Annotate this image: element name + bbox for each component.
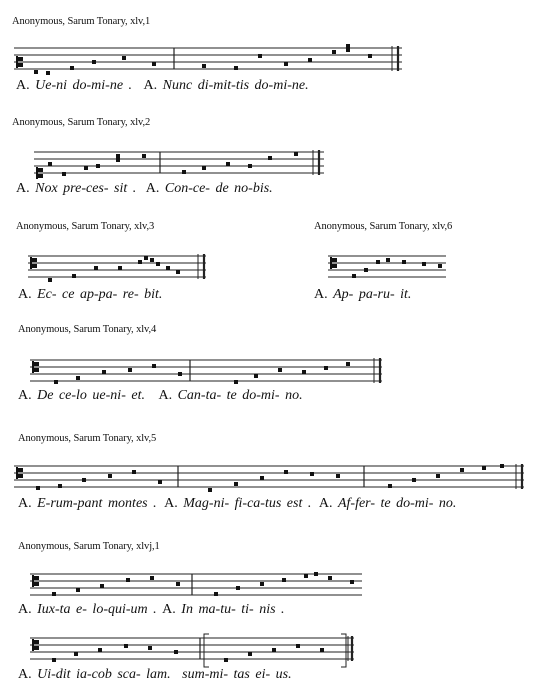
example-caption: Anonymous, Sarum Tonary, xlv,5 bbox=[18, 433, 157, 444]
neume-note bbox=[248, 164, 252, 168]
neume-note bbox=[304, 574, 308, 578]
neume-note bbox=[150, 576, 154, 580]
example-caption: Anonymous, Sarum Tonary, xlv,1 bbox=[12, 16, 151, 27]
neume-note bbox=[72, 274, 76, 278]
music-staff bbox=[34, 148, 324, 180]
neume-note bbox=[208, 488, 212, 492]
antiphon-mark: A. bbox=[18, 388, 32, 403]
antiphon-mark: A. bbox=[18, 287, 32, 302]
neume-note bbox=[332, 50, 336, 54]
lyric-text: sum-mi- tas ei- us. bbox=[182, 667, 292, 682]
neume-note bbox=[142, 154, 146, 158]
neume-note bbox=[94, 266, 98, 270]
neume-note bbox=[268, 156, 272, 160]
neume-note bbox=[260, 582, 264, 586]
example-caption: Anonymous, Sarum Tonary, xlv,2 bbox=[12, 117, 151, 128]
antiphon-mark: A. bbox=[143, 78, 158, 93]
neume-note bbox=[278, 368, 282, 372]
neume-note bbox=[352, 274, 356, 278]
neume-note bbox=[98, 648, 102, 652]
neume-note bbox=[108, 474, 112, 478]
neume-note bbox=[482, 466, 486, 470]
neume-note bbox=[346, 362, 350, 366]
music-staff bbox=[14, 44, 404, 76]
antiphon-mark: A. bbox=[16, 181, 30, 196]
neume-note bbox=[202, 166, 206, 170]
neume-note bbox=[52, 592, 56, 596]
neume-note bbox=[102, 370, 106, 374]
lyric-text: Af-fer- te do-mi- no. bbox=[337, 496, 457, 511]
neume-note bbox=[84, 166, 88, 170]
neume-note bbox=[150, 258, 154, 262]
lyric-text: Nunc di-mit-tis do-mi-ne. bbox=[162, 78, 309, 93]
neume-note bbox=[76, 588, 80, 592]
neume-note bbox=[202, 64, 206, 68]
antiphon-mark: A. bbox=[318, 496, 333, 511]
neume-note bbox=[74, 652, 78, 656]
neume-note bbox=[178, 372, 182, 376]
lyric-line bbox=[18, 496, 456, 512]
lyric-text: E-rum-pant montes . bbox=[37, 496, 157, 511]
antiphon-mark: A. bbox=[145, 181, 160, 196]
lyric-line bbox=[314, 287, 411, 303]
neume-note bbox=[82, 478, 86, 482]
neume-note bbox=[346, 44, 350, 48]
neume-note bbox=[368, 54, 372, 58]
neume-note bbox=[124, 644, 128, 648]
neume-note bbox=[376, 260, 380, 264]
antiphon-mark: A. bbox=[164, 496, 178, 511]
neume-note bbox=[36, 486, 40, 490]
neume-note bbox=[320, 648, 324, 652]
lyric-text: Ue-ni do-mi-ne . bbox=[35, 78, 133, 93]
neume-note bbox=[422, 262, 426, 266]
lyric-text: Iux-ta e- lo-qui-um . bbox=[37, 602, 157, 617]
neume-note bbox=[460, 468, 464, 472]
neume-note bbox=[100, 584, 104, 588]
neume-note bbox=[346, 48, 350, 52]
lyric-text: Can-ta- te do-mi- no. bbox=[177, 388, 303, 403]
neume-note bbox=[388, 484, 392, 488]
neume-note bbox=[324, 366, 328, 370]
music-staff bbox=[28, 252, 208, 282]
music-staff bbox=[328, 252, 448, 282]
neume-note bbox=[52, 658, 56, 662]
neume-note bbox=[402, 260, 406, 264]
neume-note bbox=[128, 368, 132, 372]
neume-note bbox=[364, 268, 368, 272]
lyric-text: Ap- pa-ru- it. bbox=[333, 287, 412, 302]
antiphon-mark: A. bbox=[18, 496, 32, 511]
neume-note bbox=[336, 474, 340, 478]
lyric-line bbox=[18, 388, 303, 404]
antiphon-mark: A. bbox=[18, 667, 32, 682]
neume-note bbox=[126, 578, 130, 582]
neume-note bbox=[308, 58, 312, 62]
neume-note bbox=[158, 480, 162, 484]
neume-note bbox=[176, 270, 180, 274]
neume-note bbox=[48, 278, 52, 282]
neume-note bbox=[116, 158, 120, 162]
neume-note bbox=[176, 582, 180, 586]
neume-note bbox=[152, 62, 156, 66]
neume-note bbox=[152, 364, 156, 368]
neume-note bbox=[48, 162, 52, 166]
example-caption: Anonymous, Sarum Tonary, xlv,4 bbox=[18, 324, 157, 335]
neume-note bbox=[156, 262, 160, 266]
neume-note bbox=[310, 472, 314, 476]
neume-note bbox=[234, 482, 238, 486]
neume-note bbox=[214, 592, 218, 596]
neume-note bbox=[328, 576, 332, 580]
lyric-line bbox=[18, 667, 292, 683]
lyric-text: Con-ce- de no-bis. bbox=[164, 181, 273, 196]
neume-note bbox=[284, 470, 288, 474]
lyric-line bbox=[16, 78, 309, 94]
neume-note bbox=[282, 578, 286, 582]
neume-note bbox=[174, 650, 178, 654]
neume-note bbox=[92, 60, 96, 64]
neume-note bbox=[76, 376, 80, 380]
neume-note bbox=[436, 474, 440, 478]
neume-note bbox=[234, 66, 238, 70]
neume-note bbox=[166, 266, 170, 270]
neume-note bbox=[254, 374, 258, 378]
antiphon-mark: A. bbox=[16, 78, 30, 93]
lyric-text: De ce-lo ue-ni- et. bbox=[37, 388, 145, 403]
example-caption: Anonymous, Sarum Tonary, xlvj,1 bbox=[18, 541, 160, 552]
example-caption: Anonymous, Sarum Tonary, xlv,3 bbox=[16, 221, 155, 232]
neume-note bbox=[138, 260, 142, 264]
music-staff bbox=[30, 634, 356, 664]
neume-note bbox=[294, 152, 298, 156]
neume-note bbox=[296, 644, 300, 648]
music-staff bbox=[30, 356, 386, 386]
lyric-line bbox=[18, 287, 162, 303]
lyric-text: Ec- ce ap-pa- re- bit. bbox=[37, 287, 163, 302]
neume-note bbox=[132, 470, 136, 474]
neume-note bbox=[438, 264, 442, 268]
lyric-line bbox=[16, 181, 273, 197]
neume-note bbox=[284, 62, 288, 66]
neume-note bbox=[182, 170, 186, 174]
lyric-text: Nox pre-ces- sit . bbox=[35, 181, 137, 196]
neume-note bbox=[226, 162, 230, 166]
neume-note bbox=[122, 56, 126, 60]
neume-note bbox=[144, 256, 148, 260]
music-staff bbox=[14, 462, 526, 494]
neume-note bbox=[236, 586, 240, 590]
neume-note bbox=[412, 478, 416, 482]
antiphon-mark: A. bbox=[314, 287, 328, 302]
lyric-line bbox=[18, 602, 285, 618]
neume-note bbox=[248, 652, 252, 656]
neume-note bbox=[272, 648, 276, 652]
antiphon-mark: A. bbox=[18, 602, 32, 617]
neume-note bbox=[258, 54, 262, 58]
neume-note bbox=[148, 646, 152, 650]
neume-note bbox=[96, 164, 100, 168]
neume-note bbox=[234, 380, 238, 384]
lyric-text: Mag-ni- fi-ca-tus est . bbox=[183, 496, 312, 511]
neume-note bbox=[386, 258, 390, 262]
neume-note bbox=[70, 66, 74, 70]
antiphon-mark: A. bbox=[162, 602, 176, 617]
neume-note bbox=[62, 172, 66, 176]
neume-note bbox=[350, 580, 354, 584]
neume-note bbox=[260, 476, 264, 480]
lyric-text: In ma-tu- ti- nis . bbox=[181, 602, 285, 617]
example-caption: Anonymous, Sarum Tonary, xlv,6 bbox=[314, 221, 453, 232]
neume-note bbox=[302, 370, 306, 374]
neume-note bbox=[224, 658, 228, 662]
neume-note bbox=[34, 70, 38, 74]
lyric-text: Ui-dit ia-cob sca- lam. bbox=[37, 667, 171, 682]
neume-note bbox=[314, 572, 318, 576]
antiphon-mark: A. bbox=[158, 388, 173, 403]
neume-note bbox=[118, 266, 122, 270]
neume-note bbox=[58, 484, 62, 488]
neume-note bbox=[116, 154, 120, 158]
neume-note bbox=[500, 464, 504, 468]
neume-note bbox=[46, 71, 50, 75]
music-staff bbox=[30, 570, 364, 600]
neume-note bbox=[54, 380, 58, 384]
